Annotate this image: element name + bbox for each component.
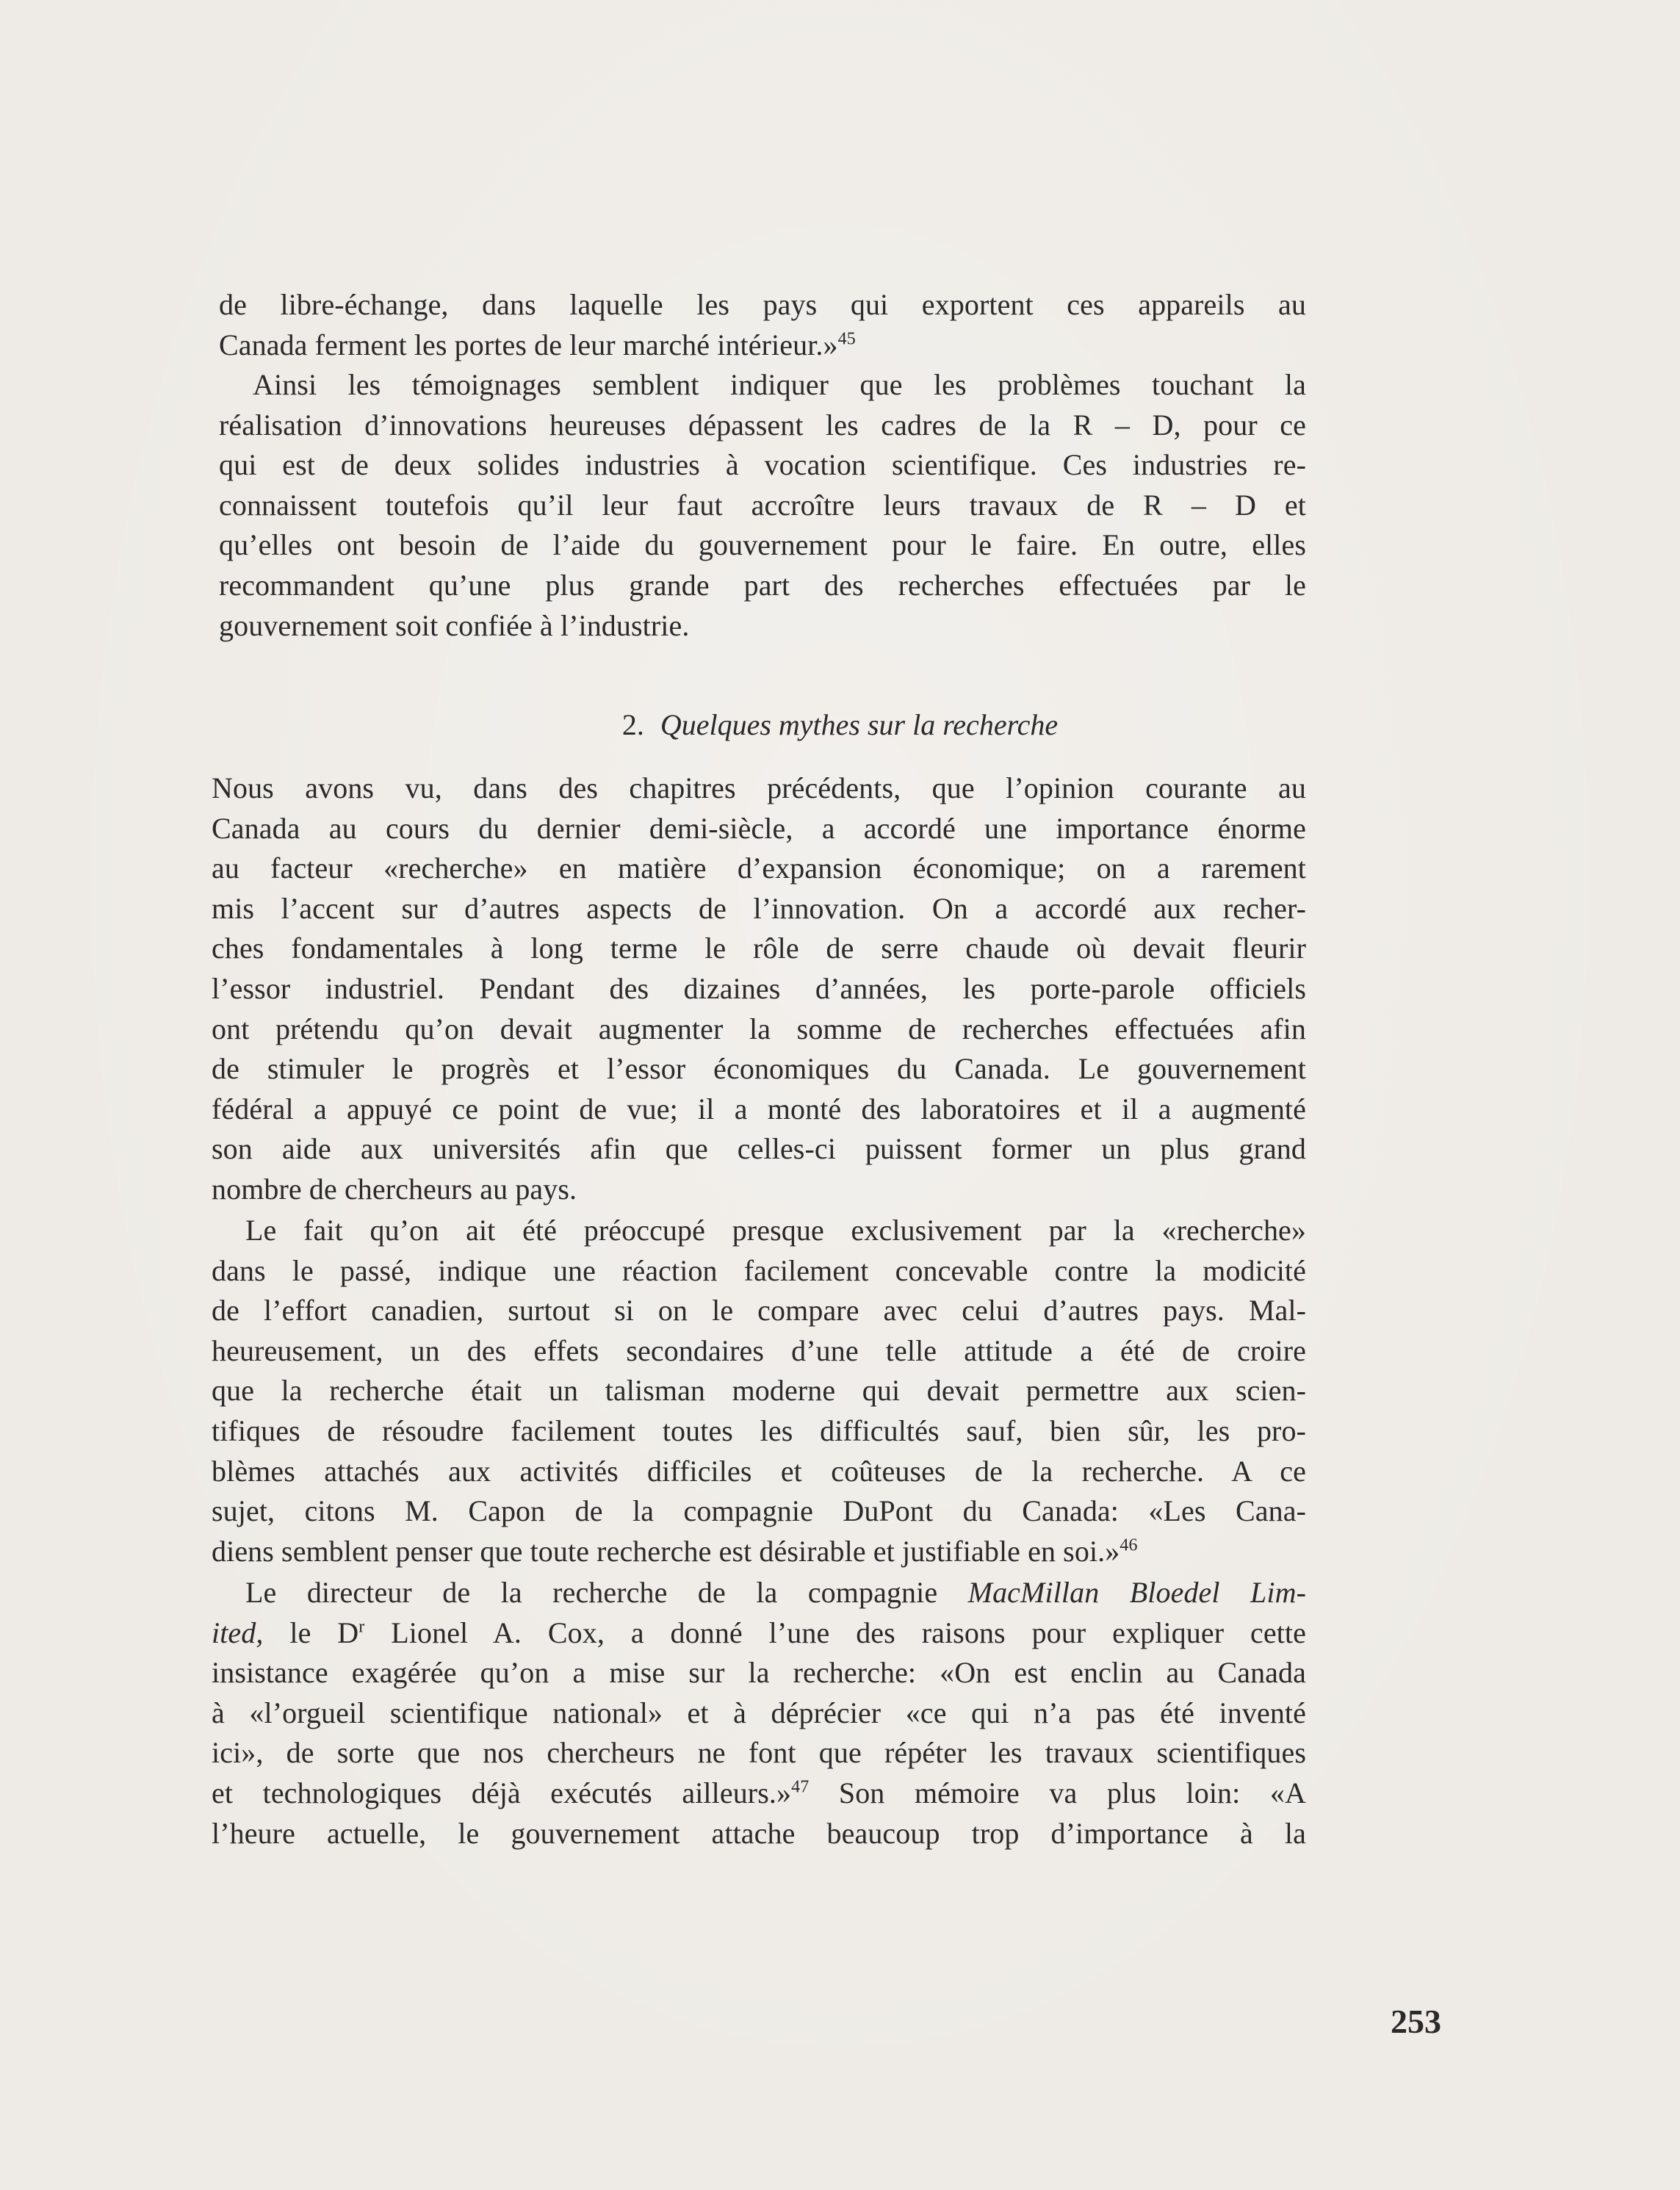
text-line: insistance exagérée qu’on a mise sur la recherche: «On est enclin au Canada xyxy=(212,1656,1306,1690)
text-line: réalisation d’innovations heureuses dépassent les cadres de la R – D, pour ce xyxy=(219,408,1306,442)
text-line: Le directeur de la recherche de la compagnie MacMillan Bloedel Lim- xyxy=(245,1576,1306,1609)
text-line: ont prétendu qu’on devait augmenter la somme de recherches effectuées afin xyxy=(212,1012,1306,1045)
text-line: Canada ferment les portes de leur marché intérieur.»$^{45}$ xyxy=(219,328,856,361)
text-line: qu’elles ont besoin de l’aide du gouvernement pour le faire. En outre, elles xyxy=(219,528,1306,562)
paragraph-research-focus xyxy=(212,1211,1306,1571)
text-line: Canada au cours du dernier demi-siècle, a accordé une importance énorme xyxy=(212,811,1306,845)
page-number: 253 xyxy=(1391,2003,1441,2040)
text-line: ited, le $D^r$ Lionel A. Cox, a donné l’une des raisons pour expliquer cette xyxy=(212,1616,1306,1649)
section-heading xyxy=(0,705,1680,745)
text-line: l’heure actuelle, le gouvernement attache beaucoup trop d’importance à la xyxy=(212,1816,1306,1850)
text-line: Ainsi les témoignages semblent indiquer que les problèmes touchant la xyxy=(253,368,1306,401)
text-line: tifiques de résoudre facilement toutes les difficultés sauf, bien sûr, les pro- xyxy=(212,1413,1306,1447)
text-line: au facteur «recherche» en matière d’expansion économique; on a rarement xyxy=(212,851,1306,885)
text-line: gouvernement soit confiée à l’industrie. xyxy=(219,608,690,642)
text-line: de stimuler le progrès et l’essor économiques du Canada. Le gouvernement xyxy=(212,1052,1306,1086)
text-line: dans le passé, indique une réaction facilement concevable contre la modicité xyxy=(212,1253,1306,1287)
text-line: son aide aux universités afin que celles-ci puissent former un plus grand xyxy=(212,1132,1306,1166)
text-line: connaissent toutefois qu’il leur faut accroître leurs travaux de R – D et xyxy=(219,488,1306,522)
text-line: l’essor industriel. Pendant des dizaines d’années, les porte-parole officiels xyxy=(212,971,1306,1005)
text-line: qui est de deux solides industries à vocation scientifique. Ces industries re- xyxy=(219,448,1306,482)
text-line: nombre de chercheurs au pays. xyxy=(212,1172,577,1206)
text-line: de l’effort canadien, surtout si on le compare avec celui d’autres pays. Mal- xyxy=(212,1294,1306,1328)
text-line: mis l’accent sur d’autres aspects de l’innovation. On a accordé aux recher- xyxy=(212,891,1306,925)
text-line: de libre-échange, dans laquelle les pays qui exportent ces appareils au xyxy=(219,288,1306,321)
paragraph-myths xyxy=(212,768,1306,1210)
text-line: sujet, citons M. Capon de la compagnie DuPont du Canada: «Les Cana- xyxy=(212,1494,1306,1528)
paragraph-continuation xyxy=(219,285,1306,365)
text-line: fédéral a appuyé ce point de vue; il a monté des laboratoires et il a augmenté xyxy=(212,1092,1306,1125)
text-line: diens semblent penser que toute recherche est désirable et justifiable en soi.»$^{46}$ xyxy=(212,1534,1138,1568)
text-line: et technologiques déjà exécutés ailleurs.»$^{47}$ Son mémoire va plus loin: «A xyxy=(212,1776,1306,1809)
section-number: 2. xyxy=(621,708,644,741)
text-line: que la recherche était un talisman moderne qui devait permettre aux scien- xyxy=(212,1374,1306,1408)
text-line: Le fait qu’on ait été préoccupé presque exclusivement par la «recherche» xyxy=(245,1214,1306,1247)
text-line: heureusement, un des effets secondaires d’une telle attitude a été de croire xyxy=(212,1333,1306,1367)
footnote-ref: 46 xyxy=(1120,1535,1138,1555)
paragraph-macmillan xyxy=(212,1573,1306,1854)
text-line: Nous avons vu, dans des chapitres précédents, que l’opinion courante au xyxy=(212,771,1306,804)
text-line: ches fondamentales à long terme le rôle de serre chaude où devait fleurir xyxy=(212,932,1306,965)
text-line: blèmes attachés aux activités difficiles et coûteuses de la recherche. A ce xyxy=(212,1454,1306,1488)
text-line: recommandent qu’une plus grande part des recherches effectuées par le xyxy=(219,568,1306,602)
footnote-ref: 47 xyxy=(791,1777,810,1797)
footnote-ref: 45 xyxy=(837,329,856,349)
text-line: à «l’orgueil scientifique national» et à déprécier «ce qui n’a pas été inventé xyxy=(212,1696,1306,1729)
section-title: Quelques mythes sur la recherche xyxy=(660,708,1059,741)
paragraph-testimonies xyxy=(219,365,1306,646)
text-line: ici», de sorte que nos chercheurs ne font que répéter les travaux scientifiques xyxy=(212,1736,1306,1770)
